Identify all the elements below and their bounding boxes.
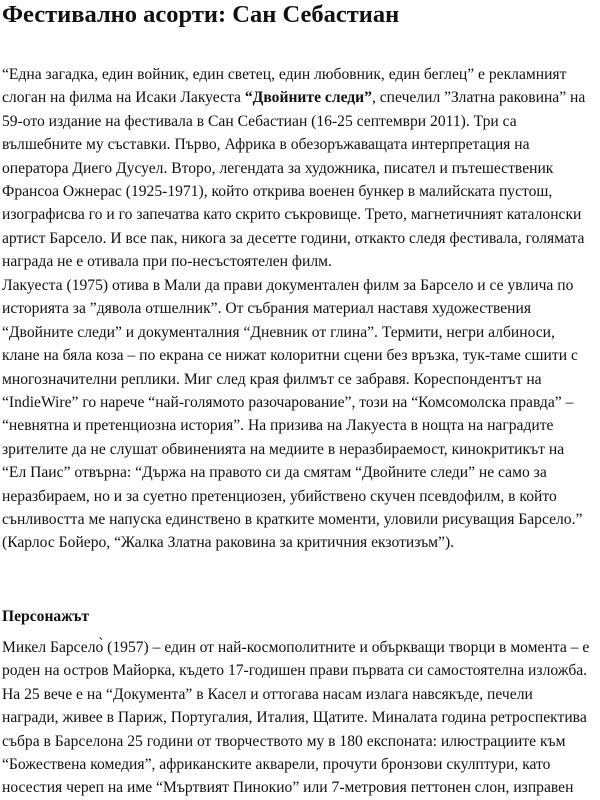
text-line: носестия череп на име “Мъртвият Пинокио” или 7-метровия петтонен слон, изправен <box>2 779 574 797</box>
text-line: неразбираем, но и за суетно претенциозен, убийствено скучен псевдофилм, в който <box>2 487 557 505</box>
film-title-bold: “Двойните следи” <box>244 89 372 107</box>
text-line: Микел Барсело̀ (1957) – един от най-космополитните и объркващи творци в момента – е <box>2 639 590 656</box>
text-line: оператора Диего Дусуел. Второ, легендата за художника, писател и пътешественик <box>2 159 554 177</box>
text-line: (Карлос Бойеро, “Жалка Златна раковина за критичния екзотизъм”). <box>2 534 455 552</box>
text-line: “невнятна и претенциозна история”. На призива на Лакуеста в нощта на наградите <box>2 417 554 435</box>
text-line: На 25 вече е на “Документа” в Касел и оттогава насам излага навсякъде, печели <box>2 685 533 703</box>
text-line: “Една загадка, един войник, един светец, един любовник, един беглец” е рекламният <box>2 66 567 83</box>
text-line: Франсоа Ожнерас (1925-1971), който открива военен бункер в малийската пустош, <box>2 182 553 200</box>
section-heading: Персонажът <box>2 608 90 625</box>
text-line: клане на бяла коза – по екрана се нижат колоритни сцени без връзка, тук-таме сшити с <box>2 347 578 365</box>
text-line: многозначителни реплики. Миг след края филмът се забравя. Кореспондентът на <box>2 370 542 388</box>
text-line: “Божествена комедия”, африканските акварели, прочути бронзови скулптури, като <box>2 755 551 773</box>
article-title: Фестивално асорти: Сан Себастиан <box>2 1 400 28</box>
text-line: сънливостта ме напуска единствено в кратките моменти, уловили рисуващия Барсело.” <box>2 510 583 528</box>
text-line: изографисва го и го запечатва като скрито съкровище. Трето, магнетичният каталонски <box>2 206 582 224</box>
text-line: историята за ”дявола отшелник”. От събрания материал наставя художествения <box>2 300 532 318</box>
text-line: “Ел Паис” отвърна: “Държа на правото си да смятам “Двойните следи” не само за <box>2 464 547 482</box>
text-line: 59-ото издание на фестивала в Сан Себастиан (16-25 септември 2011). Три са <box>2 112 517 130</box>
text-line: слоган на филма на Исаки Лакуеста “Двойните следи”, спечелил ”Златна раковина” на <box>2 89 586 107</box>
text-line: зрителите да не слушат обвиненията на медиите в неразбираемост, кинокритикът на <box>2 440 565 458</box>
text-line: вълшебните му съставки. Първо, Африка в обезоръжаващата интерпретация на <box>2 136 530 154</box>
text-line: събра в Барселона 25 години от творчеството му в 180 експоната: илюстрациите към <box>2 732 566 750</box>
text-line: Лакуеста (1975) отива в Мали да прави документален филм за Барсело и се увлича по <box>2 277 574 294</box>
text-line: артист Барсело. И все пак, никога за десетте години, откакто следя фестивала, голямата <box>2 229 585 247</box>
text-line: “IndieWire” го нарече “най-голямото разочарование”, този на “Комсомолска правда” – <box>2 393 574 411</box>
text-line: награда не е отивала при по-несъстоятелен филм. <box>2 253 332 271</box>
text-line: награди, живее в Париж, Португалия, Италия, Щатите. Миналата година ретроспектива <box>2 709 587 727</box>
paragraph-critique <box>2 274 582 555</box>
text-line: роден на остров Майорка, където 17-годишен прави първата си самостоятелна изложба. <box>2 662 588 680</box>
paragraph-intro <box>2 63 585 274</box>
text-line: “Двойните следи” и документалния “Дневник от глина”. Термити, негри албиноси, <box>2 323 555 341</box>
paragraph-character <box>2 636 589 800</box>
